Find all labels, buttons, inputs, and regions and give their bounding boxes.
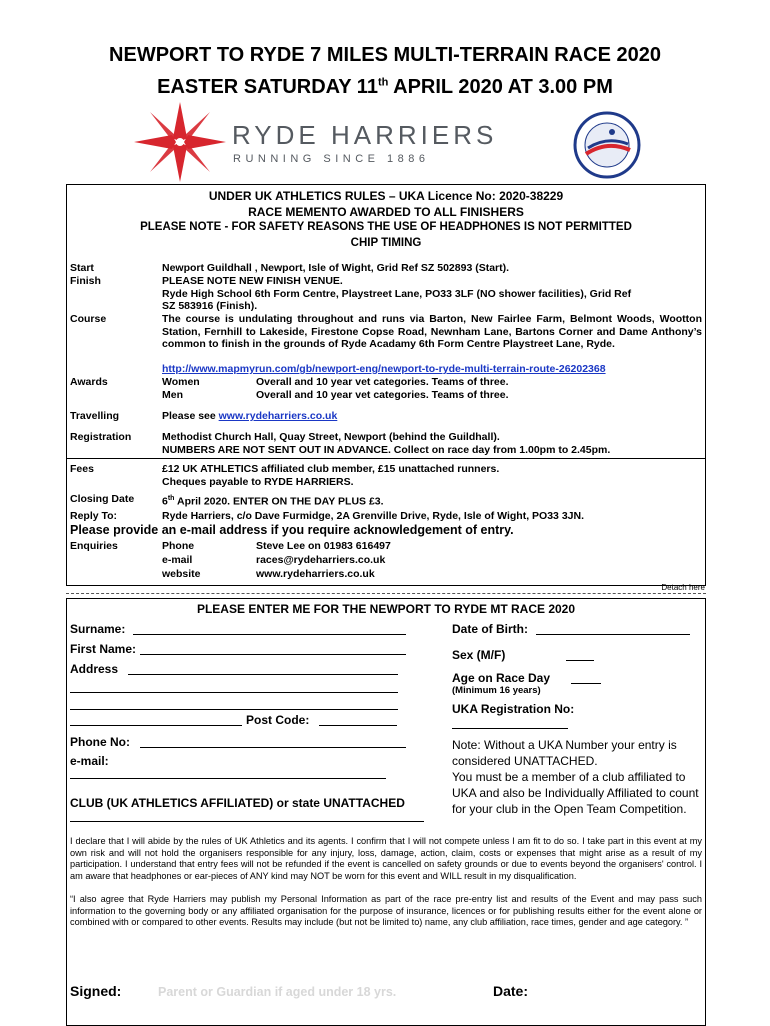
travelling-label: Travelling bbox=[70, 410, 120, 422]
detach-line bbox=[66, 593, 706, 594]
subtitle-sup: th bbox=[377, 76, 389, 89]
club-note: You must be a member of a club affiliated to UKA and also be Individually Affiliated to count for your club in the Open Team Competition. bbox=[452, 770, 699, 816]
post-code-field[interactable] bbox=[319, 725, 397, 726]
travelling-text: Please see bbox=[162, 410, 219, 422]
surname-label: Surname: bbox=[70, 622, 126, 636]
address-field-4[interactable] bbox=[70, 725, 242, 726]
fees-line-2: Cheques payable to RYDE HARRIERS. bbox=[162, 476, 354, 488]
travelling-value bbox=[162, 410, 702, 423]
sex-label: Sex (M/F) bbox=[452, 648, 506, 662]
email-label: e-mail bbox=[162, 554, 193, 566]
club-label: CLUB (UK ATHLETICS AFFILIATED) or state UNATTACHED bbox=[70, 796, 405, 810]
phone-value: Steve Lee on 01983 616497 bbox=[256, 540, 391, 552]
form-email-field[interactable] bbox=[70, 778, 386, 779]
uka-note: Note: Without a UKA Number your entry is considered UNATTACHED. bbox=[452, 738, 677, 768]
dob-label: Date of Birth: bbox=[452, 622, 528, 636]
compass-star-logo-icon bbox=[132, 100, 228, 184]
club-field[interactable] bbox=[70, 821, 424, 822]
reply-label: Reply To: bbox=[70, 510, 118, 522]
surname-field[interactable] bbox=[133, 634, 406, 635]
age-field[interactable] bbox=[571, 683, 601, 684]
reply-value: Ryde Harriers, c/o Dave Furmidge, 2A Grenville Drive, Ryde, Isle of Wight, PO33 3JN. bbox=[162, 510, 584, 522]
page-title: NEWPORT TO RYDE 7 MILES MULTI-TERRAIN RACE 2020 bbox=[109, 44, 661, 66]
awards-women-text: Overall and 10 year vet categories. Teams of three. bbox=[256, 376, 509, 388]
phone-no-label: Phone No: bbox=[70, 735, 130, 749]
awards-women-label: Women bbox=[162, 376, 200, 388]
age-label: Age on Race Day bbox=[452, 671, 551, 685]
declaration-2: “I also agree that Ryde Harriers may publish my Personal Information as part of the race pre-entry list and results of the Event and may pass such information to the governing body or any affiliated organisation for the purpose of insurance, licences or for publishing results either for the event alone or combined with or compared to other events. Results may include (but not be limited to) name, any club affiliation, race times, gender and age category. ” bbox=[70, 894, 702, 927]
post-code-label: Post Code: bbox=[246, 713, 310, 727]
start-value: Newport Guildhall , Newport, Isle of Wight, Grid Ref SZ 502893 (Start). bbox=[162, 262, 510, 274]
age-note: (Minimum 16 years) bbox=[452, 685, 541, 696]
rules-line-1: UNDER UK ATHLETICS RULES – UKA Licence No: 2020-38229 bbox=[208, 189, 564, 203]
address-label: Address bbox=[70, 662, 119, 676]
declaration-1: I declare that I will abide by the rules of UK Athletics and its agents. I confirm that I will not compete unless I am fit to do so. I take part in this event at my own risk and will not hold the organisers responsible for any injury, loss, damage, action, claim, costs or expenses that might arise as a result of my participation. I understand that entry fees will not be refunded if the event is cancelled on safety grounds or due to events beyond the organisers' control. I am aware that headphones or ear-pieces of ANY kind may NOT be worn for this event and WILL result in my disqualification. bbox=[70, 836, 702, 881]
finish-line-3: SZ 583916 (Finish). bbox=[162, 300, 258, 312]
closing-date-label: Closing Date bbox=[70, 493, 135, 505]
email-value[interactable]: races@rydeharriers.co.uk bbox=[256, 554, 386, 566]
enquiries-label: Enquiries bbox=[70, 540, 118, 552]
logo-tagline: RUNNING SINCE 1886 bbox=[233, 153, 430, 165]
awards-label: Awards bbox=[70, 376, 108, 388]
logo-name: RYDE HARRIERS bbox=[232, 120, 498, 150]
finish-line-2: Ryde High School 6th Form Centre, Playstreet Lane, PO33 3LF (NO shower facilities), Grid Ref bbox=[162, 288, 632, 300]
course-label: Course bbox=[70, 313, 107, 325]
phone-no-field[interactable] bbox=[140, 747, 406, 748]
registration-label: Registration bbox=[70, 431, 132, 443]
finish-line-1: PLEASE NOTE NEW FINISH VENUE. bbox=[162, 275, 343, 287]
detach-label: Detach here bbox=[661, 583, 705, 592]
address-field-2[interactable] bbox=[70, 692, 398, 693]
subtitle-text: EASTER SATURDAY 11 bbox=[157, 76, 378, 98]
closing-sup: th bbox=[167, 495, 175, 502]
email-request: Please provide an e-mail address if you require acknowledgement of entry. bbox=[70, 523, 514, 537]
divider bbox=[66, 458, 706, 459]
course-text: The course is undulating throughout and runs via Barton, New Fairlee Farm, Belmont Woods, Wootton Station, Fernhill to Lakeside, Firestone Copse Road, Newnham Lane, Bartons Corner and Dame Anthony’s common to finish in the grounds of Ryde Acadamy 6th Form Centre Playstreet Lane, Ryde. bbox=[162, 313, 702, 351]
registration-line-1: Methodist Church Hall, Quay Street, Newport (behind the Guildhall). bbox=[162, 431, 500, 443]
address-field-3[interactable] bbox=[70, 709, 398, 710]
signed-label: Signed: bbox=[70, 983, 122, 999]
phone-label: Phone bbox=[162, 540, 195, 552]
website-link[interactable]: www.rydeharriers.co.uk bbox=[218, 410, 338, 422]
first-name-label: First Name: bbox=[70, 642, 137, 656]
finish-label: Finish bbox=[70, 275, 101, 287]
rules-line-4: CHIP TIMING bbox=[350, 237, 422, 249]
guardian-placeholder: Parent or Guardian if aged under 18 yrs. bbox=[158, 985, 397, 999]
page-subtitle bbox=[0, 76, 770, 99]
address-field-1[interactable] bbox=[128, 674, 398, 675]
form-email-label: e-mail: bbox=[70, 754, 109, 768]
fees-label: Fees bbox=[70, 463, 94, 475]
form-heading: PLEASE ENTER ME FOR THE NEWPORT TO RYDE MT RACE 2020 bbox=[196, 602, 576, 616]
registration-line-2: NUMBERS ARE NOT SENT OUT IN ADVANCE. Collect on race day from 1.00pm to 2.45pm. bbox=[162, 444, 611, 456]
subtitle-rest: APRIL 2020 AT 3.00 PM bbox=[388, 76, 613, 98]
awards-men-label: Men bbox=[162, 389, 183, 401]
website-value[interactable]: www.rydeharriers.co.uk bbox=[256, 568, 375, 580]
dob-field[interactable] bbox=[536, 634, 690, 635]
athletics-badge-icon bbox=[572, 110, 642, 180]
awards-men-text: Overall and 10 year vet categories. Teams of three. bbox=[256, 389, 509, 401]
website-label: website bbox=[162, 568, 201, 580]
date-label: Date: bbox=[493, 983, 529, 999]
rules-line-3: PLEASE NOTE - FOR SAFETY REASONS THE USE OF HEADPHONES IS NOT PERMITTED bbox=[140, 221, 632, 233]
course-link[interactable]: http://www.mapmyrun.com/gb/newport-eng/newport-to-ryde-multi-terrain-route-26202368 bbox=[162, 363, 606, 375]
uka-field[interactable] bbox=[452, 728, 568, 729]
first-name-field[interactable] bbox=[140, 654, 406, 655]
rules-line-2: RACE MEMENTO AWARDED TO ALL FINISHERS bbox=[248, 205, 524, 219]
uka-label: UKA Registration No: bbox=[452, 702, 575, 716]
start-label: Start bbox=[70, 262, 94, 274]
closing-date-value bbox=[162, 493, 702, 508]
sex-field[interactable] bbox=[566, 660, 594, 661]
closing-rest: April 2020. ENTER ON THE DAY PLUS £3. bbox=[174, 495, 384, 508]
fees-line-1: £12 UK ATHLETICS affiliated club member, £15 unattached runners. bbox=[162, 463, 500, 475]
closing-day: 6 bbox=[162, 495, 168, 508]
